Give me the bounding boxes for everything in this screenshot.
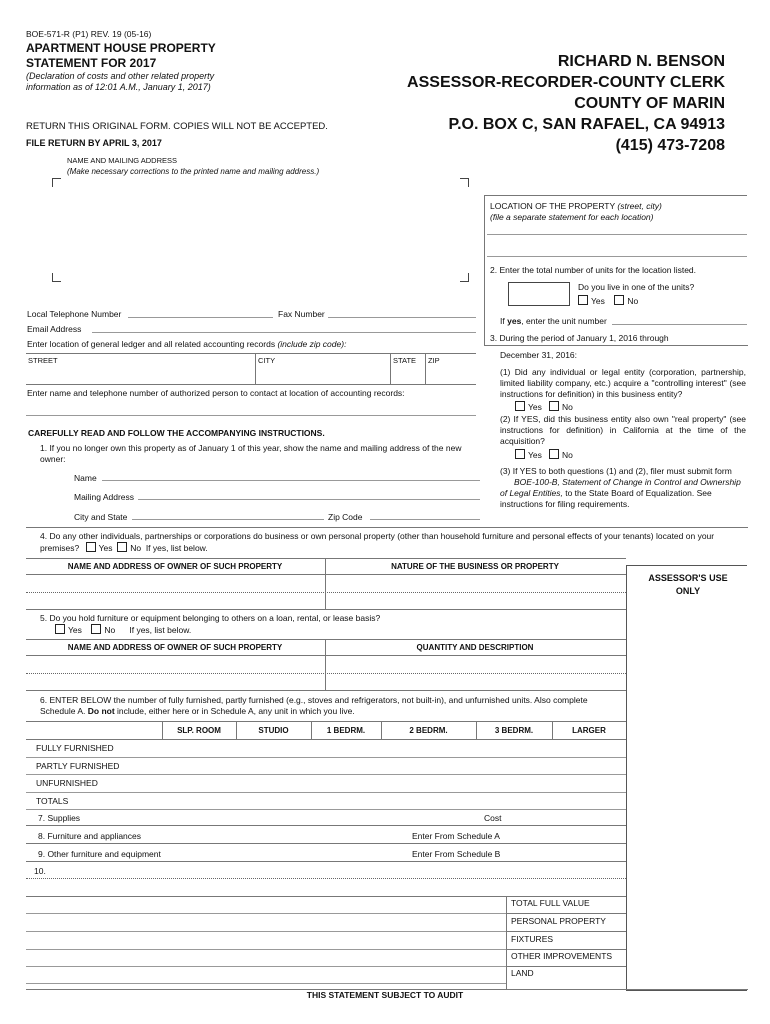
q4-col-nature: NATURE OF THE BUSINESS OR PROPERTY — [391, 562, 559, 571]
unit-count-cell[interactable] — [162, 792, 236, 810]
item-8-note: Enter From Schedule A — [412, 831, 500, 841]
unit-count-cell[interactable] — [552, 792, 626, 810]
phone-line[interactable] — [128, 317, 273, 318]
q3-1-yes-checkbox[interactable] — [515, 401, 525, 411]
location-label: LOCATION OF THE PROPERTY (street, city) — [490, 201, 662, 211]
assessor-use-box — [626, 565, 747, 991]
new-owner-name-line[interactable] — [102, 480, 480, 481]
divider — [484, 195, 485, 345]
unit-number-label: If yes, enter the unit number — [500, 316, 607, 326]
blank-row[interactable] — [26, 966, 506, 967]
q3-part1-options: Yes No — [515, 401, 573, 412]
item-10-label: 10. — [34, 866, 46, 876]
divider — [26, 384, 476, 385]
ledger-label: Enter location of general ledger and all related accounting records (include zip code): — [27, 339, 347, 349]
live-in-unit-options: Yes No — [578, 295, 638, 306]
address-window-corner — [460, 178, 469, 187]
blank-row[interactable] — [26, 983, 506, 984]
q5-col-quantity: QUANTITY AND DESCRIPTION — [416, 643, 534, 652]
unit-number-line[interactable] — [612, 324, 747, 325]
q3-part2: (2) If YES, did this business entity also own "real property" (see instructions for definition) in California at the time of the acquisition? — [500, 414, 746, 446]
divider — [425, 353, 426, 384]
item-8-row[interactable] — [26, 843, 626, 844]
live-yes-checkbox[interactable] — [578, 295, 588, 305]
q2-text: 2. Enter the total number of units for the location listed. — [490, 265, 697, 275]
live-no-checkbox[interactable] — [614, 295, 624, 305]
q5-options: Yes No If yes, list below. — [55, 624, 191, 635]
audit-footer: THIS STATEMENT SUBJECT TO AUDIT — [306, 990, 464, 1000]
q1-text: 1. If you no longer own this property as of January 1 of this year, show the name and mailing address of the new owner: — [40, 443, 462, 464]
divider — [476, 721, 477, 739]
q3-part1: (1) Did any individual or legal entity (corporation, partnership, limited liability company, etc.) acquire a "controlling interest" (see instructions for definition) in this business entity? — [500, 367, 746, 399]
location-line[interactable] — [487, 234, 747, 235]
street-label: STREET — [28, 356, 58, 365]
divider — [26, 353, 476, 354]
q4-row[interactable] — [26, 592, 626, 593]
new-owner-zip-line[interactable] — [370, 519, 480, 520]
form-title-line1: APARTMENT HOUSE PROPERTY — [26, 41, 216, 55]
new-owner-zip-label: Zip Code — [328, 512, 363, 522]
unit-col-header: 2 BEDRM. — [409, 726, 448, 735]
unit-counts-table — [26, 721, 626, 809]
divider — [236, 721, 237, 739]
assessor-name: RICHARD N. BENSON — [557, 53, 725, 70]
q3-line2: December 31, 2016: — [500, 350, 578, 360]
unit-count-cell[interactable] — [552, 774, 626, 792]
unit-count-cell[interactable] — [311, 774, 381, 792]
state-label: STATE — [393, 356, 417, 365]
item-7-row[interactable] — [26, 825, 626, 826]
assessor-phone: (415) 473-7208 — [615, 137, 725, 154]
new-owner-mailing-label: Mailing Address — [74, 492, 135, 502]
unit-row-label: FULLY FURNISHED — [36, 743, 114, 753]
blank-row[interactable] — [26, 949, 506, 950]
other-improvements-row[interactable] — [506, 966, 626, 967]
divider — [390, 353, 391, 384]
unit-count-cell[interactable] — [236, 757, 311, 775]
personal-property-label: PERSONAL PROPERTY — [511, 916, 606, 926]
unit-count-cell[interactable] — [162, 757, 236, 775]
assessor-use-label: ASSESSOR'S USE ONLY — [648, 573, 728, 596]
unit-count-cell[interactable] — [162, 739, 236, 757]
personal-property-row[interactable] — [506, 931, 626, 932]
divider — [552, 721, 553, 739]
name-address-note: (Make necessary corrections to the printed name and mailing address.) — [67, 167, 320, 176]
form-subtitle: (Declaration of costs and other related property information as of 12:01 A.M., January 1, 2017) — [26, 71, 215, 92]
live-in-unit-question: Do you live in one of the units? — [578, 282, 695, 292]
item-8-label: 8. Furniture and appliances — [38, 831, 142, 841]
q5-row[interactable] — [26, 690, 626, 691]
item-9-row[interactable] — [26, 861, 626, 862]
unit-count-cell[interactable] — [311, 739, 381, 757]
q3-2-yes-checkbox[interactable] — [515, 449, 525, 459]
unit-row-label: TOTALS — [36, 795, 69, 806]
divider — [26, 558, 626, 559]
q6-text: 6. ENTER BELOW the number of fully furnished, partly furnished (e.g., stoves and refrigerators, not built-in), and unfurnished units. Also complete Schedule A. Do not include, either here or in Schedule A, any unit in which you live. — [40, 695, 588, 716]
unit-row-label: PARTLY FURNISHED — [36, 760, 120, 771]
item-10-row[interactable] — [26, 896, 626, 897]
q4-row[interactable] — [26, 609, 626, 610]
divider — [162, 721, 163, 739]
divider — [484, 345, 748, 346]
name-address-label: NAME AND MAILING ADDRESS — [67, 156, 178, 165]
zip-label: ZIP — [428, 356, 440, 365]
unit-count-cell[interactable] — [381, 739, 476, 757]
location-line[interactable] — [487, 256, 747, 257]
divider — [325, 558, 326, 609]
fixtures-label: FIXTURES — [511, 934, 554, 944]
contact-person-line[interactable] — [26, 415, 476, 416]
new-owner-mailing-line[interactable] — [138, 499, 480, 500]
units-count-box[interactable] — [508, 282, 570, 306]
new-owner-city-label: City and State — [74, 512, 128, 522]
unit-count-cell[interactable] — [236, 792, 311, 810]
divider — [311, 721, 312, 739]
unit-count-cell[interactable] — [476, 774, 552, 792]
file-deadline: FILE RETURN BY APRIL 3, 2017 — [26, 138, 162, 148]
unit-count-cell[interactable] — [381, 792, 476, 810]
divider — [255, 353, 256, 384]
location-note: (file a separate statement for each location) — [490, 212, 654, 222]
divider — [26, 527, 748, 528]
assessor-title: ASSESSOR-RECORDER-COUNTY CLERK — [407, 74, 725, 91]
q5-text: 5. Do you hold furniture or equipment belonging to others on a loan, rental, or lease basis? — [40, 613, 381, 623]
q3-2-no-checkbox[interactable] — [549, 449, 559, 459]
unit-count-cell[interactable] — [476, 792, 552, 810]
form-id: BOE-571-R (P1) REV. 19 (05-16) — [26, 29, 152, 39]
email-line[interactable] — [92, 332, 476, 333]
address-window-corner — [52, 178, 61, 187]
instructions-heading: CAREFULLY READ AND FOLLOW THE ACCOMPANYING INSTRUCTIONS. — [28, 428, 325, 438]
address-window-corner — [52, 273, 61, 282]
unit-row-label: UNFURNISHED — [36, 778, 98, 788]
unit-col-header: 3 BEDRM. — [494, 726, 534, 735]
divider — [485, 195, 747, 196]
unit-count-cell[interactable] — [311, 792, 381, 810]
q5-no-checkbox[interactable] — [91, 624, 101, 634]
unit-col-header: LARGER — [572, 726, 606, 735]
divider — [26, 809, 626, 810]
item-9-label: 9. Other furniture and equipment — [38, 849, 161, 859]
new-owner-name-label: Name — [74, 473, 97, 483]
fax-label: Fax Number — [278, 309, 325, 319]
unit-count-cell[interactable] — [476, 757, 552, 775]
unit-count-cell[interactable] — [236, 739, 311, 757]
q3-part3: (3) If YES to both questions (1) and (2), filer must submit form BOE-100-B, Statement of Change in Control and Ownership of Legal Entities, to the State Board of Equalization. See instructions for filing requirements. — [500, 466, 741, 509]
phone-label: Local Telephone Number — [27, 309, 122, 319]
q4-col-owner: NAME AND ADDRESS OF OWNER OF SUCH PROPERTY — [67, 562, 283, 571]
divider — [26, 574, 626, 575]
item-9-note: Enter From Schedule B — [412, 849, 501, 859]
address-window-corner — [460, 273, 469, 282]
unit-count-cell[interactable] — [381, 757, 476, 775]
unit-count-cell[interactable] — [552, 739, 626, 757]
item-10-row[interactable] — [26, 878, 626, 879]
q5-col-owner: NAME AND ADDRESS OF OWNER OF SUCH PROPERTY — [67, 643, 283, 652]
land-label: LAND — [511, 968, 534, 978]
unit-count-cell[interactable] — [476, 739, 552, 757]
total-full-value-row[interactable] — [506, 913, 626, 914]
fixtures-row[interactable] — [506, 949, 626, 950]
county-name: COUNTY OF MARIN — [574, 95, 725, 112]
q3-line1: 3. During the period of January 1, 2016 through — [490, 333, 669, 343]
divider — [325, 639, 326, 690]
blank-row[interactable] — [26, 931, 506, 932]
unit-col-header: 1 BEDRM. — [326, 726, 366, 735]
unit-count-cell[interactable] — [236, 774, 311, 792]
q4-no-checkbox[interactable] — [117, 542, 127, 552]
divider — [26, 655, 626, 656]
blank-row[interactable] — [26, 913, 506, 914]
unit-count-cell[interactable] — [162, 774, 236, 792]
email-label: Email Address — [27, 324, 82, 334]
divider — [506, 896, 507, 989]
unit-col-header: SLP. ROOM — [177, 726, 221, 735]
q3-part2-options: Yes No — [515, 449, 573, 460]
cost-label: Cost — [484, 813, 502, 823]
unit-count-cell[interactable] — [311, 757, 381, 775]
q4-yes-checkbox[interactable] — [86, 542, 96, 552]
total-full-value-label: TOTAL FULL VALUE — [511, 898, 590, 908]
return-notice: RETURN THIS ORIGINAL FORM. COPIES WILL NOT BE ACCEPTED. — [26, 121, 328, 132]
contact-person-label: Enter name and telephone number of authorized person to contact at location of accounting records: — [27, 388, 405, 398]
fax-line[interactable] — [328, 317, 476, 318]
divider — [381, 721, 382, 739]
q4-text: 4. Do any other individuals, partnerships or corporations do business or own personal property (other than household furniture and personal effects of your tenants) located on your premises? Yes No If yes, list below. — [40, 531, 715, 553]
item-7-label: 7. Supplies — [38, 813, 81, 823]
q5-yes-checkbox[interactable] — [55, 624, 65, 634]
other-improvements-label: OTHER IMPROVEMENTS — [511, 951, 613, 961]
city-label: CITY — [258, 356, 276, 365]
new-owner-city-line[interactable] — [132, 519, 324, 520]
q5-row[interactable] — [26, 673, 626, 674]
q3-1-no-checkbox[interactable] — [549, 401, 559, 411]
unit-count-cell[interactable] — [552, 757, 626, 775]
divider — [26, 639, 626, 640]
form-title-line2: STATEMENT FOR 2017 — [26, 56, 157, 70]
unit-count-cell[interactable] — [381, 774, 476, 792]
unit-col-header: STUDIO — [258, 726, 289, 735]
assessor-address: P.O. BOX C, SAN RAFAEL, CA 94913 — [448, 116, 725, 133]
